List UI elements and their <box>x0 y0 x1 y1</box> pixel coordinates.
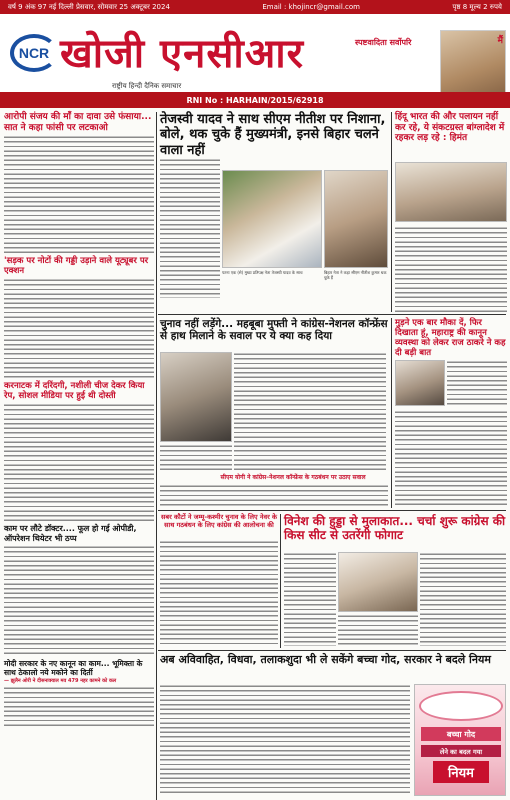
vinesh-body-3 <box>338 614 418 646</box>
sabar-story <box>160 514 278 529</box>
vinesh-body-1 <box>284 552 336 646</box>
row-divider <box>158 510 506 511</box>
mehbooba-body-3 <box>160 484 388 508</box>
left-story4-headline: काम पर लौटे डॉक्टर.... फूल हो गई ओपीडी, ऑपरेशन थियेटर भी ठप्प <box>4 524 137 543</box>
nitish-photo <box>324 170 388 268</box>
raj-story <box>395 318 507 358</box>
mehbooba-photo <box>160 352 232 442</box>
mehbooba-subhead: सीएम योगी ने कांग्रेस–नेशनल कॉन्फ्रेंस के गठबंधन पर उठाए सवाल <box>220 474 366 481</box>
left-story3-body <box>4 403 154 521</box>
left-story5-body <box>4 686 154 726</box>
sabar-headline: सबर कौटों ने जम्मू-कश्मीर चुनाव के लिए नेवर के साथ गठबंधन के लिए कांग्रेस की आलोचना की <box>160 513 278 529</box>
lead-caption-2: बिहार नेता ने कहा सीएम नीतीश कुमार थक चुके हैं <box>324 270 387 280</box>
tejashwi-photo <box>222 170 322 268</box>
lead-story <box>160 112 388 158</box>
vinesh-body-2 <box>420 552 506 646</box>
issue-info: वर्ष 9 अंक 97 नई दिल्ली प्रेसवार, सोमवार 25 अक्टूबर 2024 <box>8 2 170 11</box>
left-story1-headline: आरोपी संजय की माँ का दावा उसे फंसाया... सात ने कहा फांसी पर लटकाओ <box>4 112 152 133</box>
raj-headline: मुड़ने एक बार मौका दें, फिर दिखाता हूं, महाराष्ट्र की कानून व्यवस्था को लेकर राज ठाकरे ने कह दी बड़ी बात <box>395 318 506 359</box>
ncr-logo: NCR <box>10 34 58 72</box>
rni-number: RNI No : HARHAIN/2015/62918 <box>0 92 510 108</box>
photo-label: मैं <box>497 36 503 46</box>
adoption-body <box>160 684 410 796</box>
left-story4-body <box>4 545 154 657</box>
graphic-line1: बच्चा गोद <box>421 727 501 741</box>
row-divider <box>158 650 506 651</box>
lead-body-col1 <box>160 158 220 298</box>
issue-strip <box>0 0 510 14</box>
newspaper-title: खोजी एनसीआर <box>60 31 305 77</box>
motto: स्पष्टवादिता सर्वोपरि <box>355 38 412 47</box>
graphic-line3: नियम <box>433 761 489 783</box>
left-story5-subhead: — झुलैन ओरी ने दीसनाक्याल मव 479 नहर कामने को कल <box>4 677 117 684</box>
column-divider <box>156 112 157 800</box>
sabar-body <box>160 540 278 646</box>
mehbooba-story <box>160 318 388 343</box>
right-story1 <box>395 112 507 144</box>
baby-icon <box>419 691 503 721</box>
adoption-graphic <box>414 684 506 796</box>
right-story1-body <box>395 226 507 312</box>
raj-body-1 <box>447 360 507 406</box>
left-story1-body <box>4 135 154 253</box>
raj-photo <box>395 360 445 406</box>
page-price: पृष्ठ 8 मूल्य 2 रुपये <box>452 2 502 11</box>
adoption-headline: अब अविवाहित, विधवा, तलाकशुदा भी ले सकेंगे बच्चा गोद, सरकार ने बदले नियम <box>160 653 491 666</box>
adoption-story <box>160 654 506 667</box>
left-column <box>4 112 154 800</box>
lead-caption-1: पटना एक (से) मुख्य प्रतिपक्ष नेता तेजस्वी यादव के साथ <box>222 270 303 275</box>
left-story3-headline: करनाटक में दरिंदगी, नशीली चीज देकर किया रेप, सोशल मीडिया पर हुई थी दोस्ती <box>4 381 145 402</box>
vinesh-headline: विनेश की हुड्डा से मुलाकात... चर्चा शुरू कांग्रेस की किस सीट से उतरेंगी फोगाट <box>284 514 506 543</box>
mehbooba-headline: चुनाव नहीं लड़ेंगे... महबूबा मुफ्ती ने कांग्रेस-नेशनल कॉन्फ्रेंस से हाथ मिलाने के सवाल पर ये क्या कह दिया <box>160 318 388 343</box>
vinesh-story <box>284 514 506 542</box>
raj-body-2 <box>395 410 507 508</box>
column-divider <box>391 318 392 508</box>
column-divider <box>280 514 281 648</box>
left-story5-headline: मोदी सरकार के नए कानून का काम... भूमिक्ता के साथ ठेकालो नये मकोने का दिर्ती <box>4 659 143 677</box>
right-story1-headline: हिंदू भारत की और पलायन नहीं कर रहे, ये संकटग्रस्त बांग्लादेश में रहकर लड़ रहे : हिमंत <box>395 112 505 144</box>
himanta-photo <box>395 162 507 222</box>
left-story2-headline: 'सड़क पर नोटों की गड्डी उड़ाने वाले यूट्यूबर पर एक्शन <box>4 256 149 277</box>
column-divider <box>391 112 392 312</box>
left-story2-body <box>4 278 154 378</box>
lead-headline: तेजस्वी यादव ने साथ सीएम नीतीश पर निशाना, बोले, थक चुके हैं मुख्यमंत्री, इनसे बिहार चलने वाला नहीं <box>160 112 386 158</box>
mehbooba-body <box>234 352 386 472</box>
row-divider <box>158 314 506 315</box>
email-contact: Email : khojincr@gmail.com <box>262 3 360 11</box>
vinesh-photo <box>338 552 418 612</box>
masthead <box>0 14 510 92</box>
graphic-line2: लेने का बदल गया <box>421 745 501 757</box>
mehbooba-body-2 <box>160 444 232 472</box>
tagline: राष्ट्रीय हिन्दी दैनिक समाचार <box>112 82 182 90</box>
